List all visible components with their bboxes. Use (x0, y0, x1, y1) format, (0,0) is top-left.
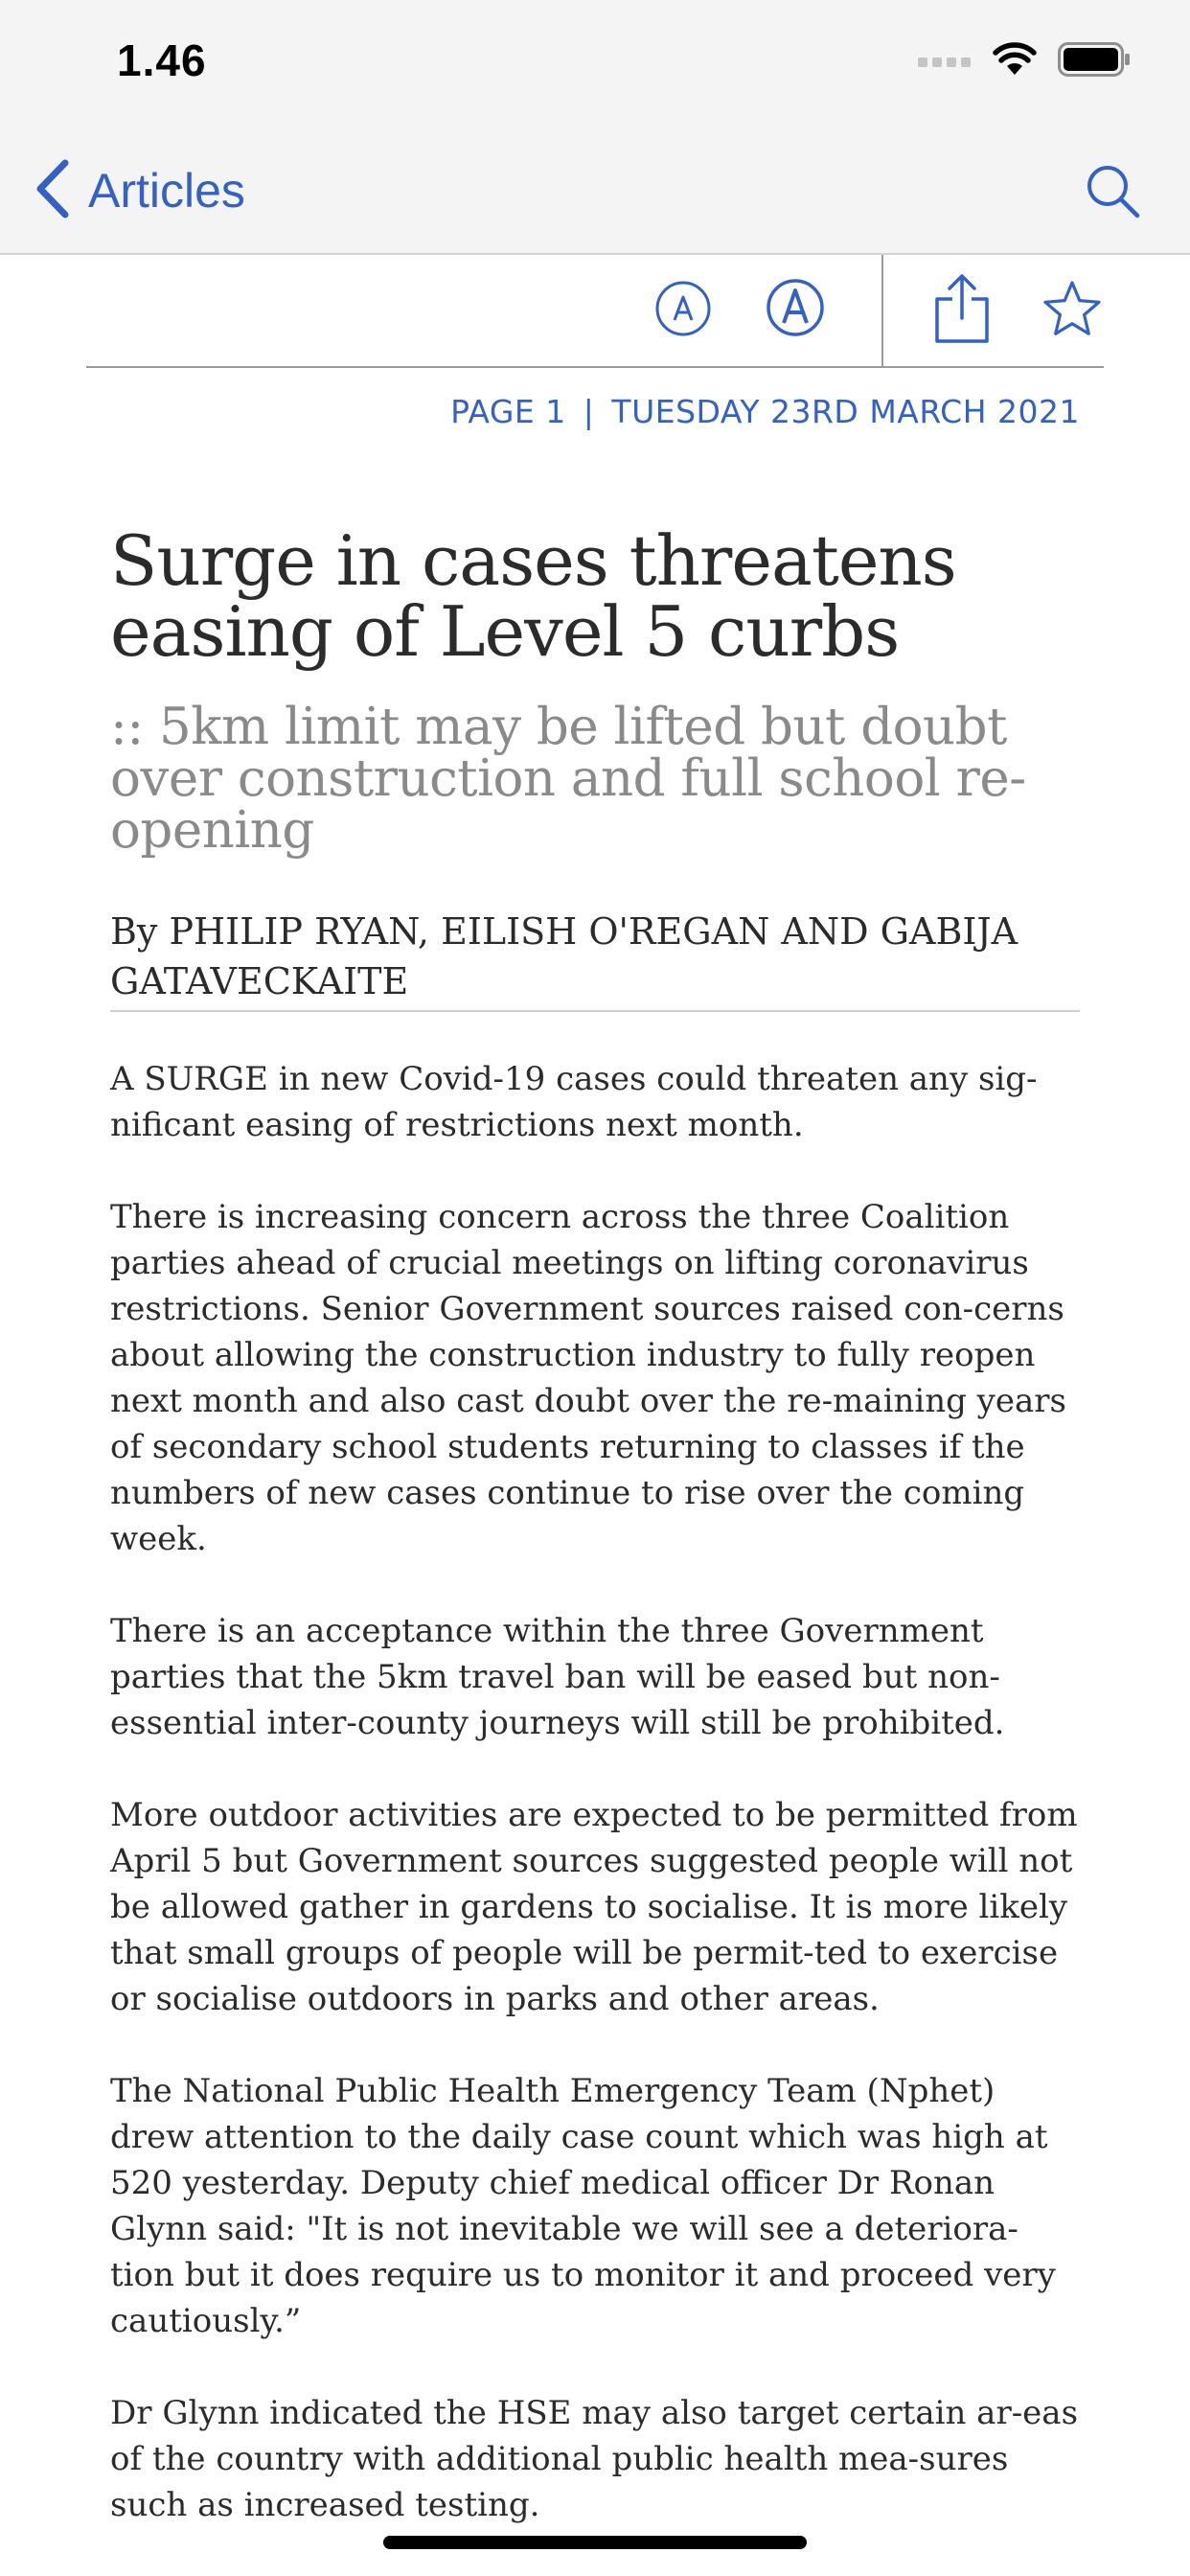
back-button[interactable] (34, 159, 245, 222)
article-paragraph: More outdoor activities are expected to be permitted from April 5 but Government sources suggested people will not be allowed gather in gardens to socialise. It is more likely that small groups of people will be permit-ted to exercise or socialise outdoors in parks and other areas. (110, 1796, 1078, 2018)
share-icon (933, 331, 991, 349)
article-paragraph: A SURGE in new Covid-19 cases could threaten any sig-nificant easing of restrictions next month. (110, 1060, 1038, 1144)
wifi-icon (993, 42, 1037, 80)
decrease-font-size-icon (654, 323, 712, 341)
search-icon (1085, 206, 1142, 224)
toolbar-divider (881, 255, 883, 366)
article-body (110, 1056, 1080, 2528)
cellular-signal-icon (918, 52, 972, 71)
increase-font-size-icon (766, 323, 825, 341)
favorite-button[interactable] (1042, 280, 1102, 341)
article-subheadline: :: 5km limit may be lifted but doubt over construction and full school re-opening (110, 698, 1026, 860)
navigation-bar (0, 126, 1190, 255)
back-label: Articles (88, 164, 245, 218)
article-byline: By PHILIP RYAN, EILISH O'REGAN AND GABIJA GATAVECKAITE (110, 907, 1080, 1012)
page-date-line (450, 393, 1080, 430)
article-paragraph: The National Public Health Emergency Team (Nphet) drew attention to the daily case count which was high at 520 yesterday. Deputy chief medical officer Dr Ronan Glynn said: "It is not inevitable we will see a deteriora-tion but it does require us to monitor it and proceed very cautiously.” (110, 2072, 1056, 2340)
status-bar (0, 0, 1190, 126)
page-date-separator: | (583, 393, 595, 430)
status-time: 1.46 (117, 35, 207, 85)
decrease-font-size-button[interactable] (654, 280, 712, 341)
article-paragraph: Dr Glynn indicated the HSE may also target certain ar-eas of the country with additional public health mea-sures such as increased testing. (110, 2394, 1079, 2524)
search-button[interactable] (1085, 163, 1142, 220)
chevron-left-icon (34, 159, 73, 222)
article (110, 520, 1080, 2574)
article-paragraph: There is an acceptance within the three Government parties that the 5km travel ban will be eased but non-essential inter-county journeys will still be prohibited. (110, 1612, 1005, 1742)
publication-date: TUESDAY 23RD MARCH 2021 (611, 393, 1080, 430)
article-headline: Surge in cases threatens easing of Level 5 curbs (110, 520, 956, 672)
battery-icon (1058, 42, 1131, 80)
increase-font-size-button[interactable] (766, 278, 825, 341)
page-number: PAGE 1 (450, 393, 566, 430)
article-paragraph: There is increasing concern across the three Coalition parties ahead of crucial meetings on lifting coronavirus restrictions. Senior Government sources raised con-cerns about allowing the construction industry to fully reopen next month and also cast doubt over the re-maining years of secondary school students returning to classes if the numbers of new cases continue to rise over the coming week. (110, 1198, 1066, 1558)
article-toolbar (86, 255, 1104, 368)
share-button[interactable] (933, 272, 991, 349)
home-indicator[interactable] (383, 2536, 807, 2549)
favorite-star-icon (1042, 323, 1102, 341)
status-icons (918, 42, 1131, 80)
